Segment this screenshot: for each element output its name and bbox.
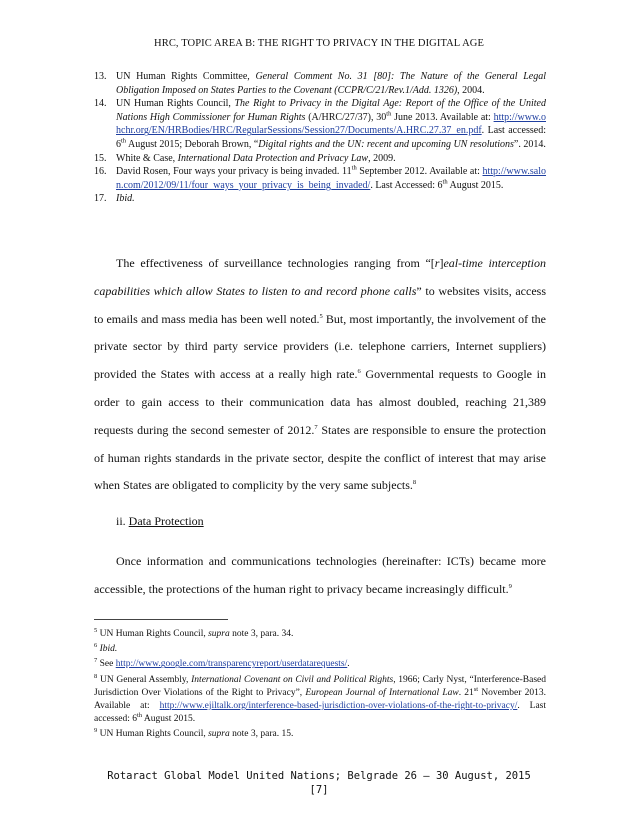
reference-item: 14. UN Human Rights Council, The Right to Privacy in the Digital Age: Report of the Office of the United Nations High Commissioner for Human Rights (A/HRC/27/37), 30th June 2013. Available at: http://www.ohchr.org/EN/HRBodies/HRC/RegularSessions/Session27/Documents/A.HRC.27.37_en.pdf. Last accessed: 6th August 2015; Deborah Brown, “Digital rights and the UN: recent and upcoming UN resolutions”. 2014. — [94, 98, 547, 150]
footnote-divider — [94, 619, 228, 620]
reference-list — [94, 70, 546, 206]
footnote: $^9$ UN Human Rights Council, supra note 3, para. 15. — [94, 727, 294, 740]
section-heading — [116, 514, 204, 529]
footnote: $^8$ UN General Assembly, International Covenant on Civil and Political Rights, 1966; Carly Nyst, “Interference-Based Jurisdiction Over Violations of the Right to Privacy”, European Journal of International Law. 21st November 2013. Available at: http://www.ejiltalk.org/interference-based-jurisdiction-over-violations-of-the-right-to-privacy/. Last accessed: 6th August 2015. — [94, 672, 547, 725]
footnote-link[interactable]: http://www.google.com/transparencyreport/userdatarequests/ — [115, 659, 348, 670]
reference-number: 15. — [94, 152, 107, 164]
reference-number: 13. — [94, 71, 107, 82]
reference-number: 16. — [94, 166, 107, 178]
footnote: $^5$ UN Human Rights Council, supra note 3, para. 34. — [94, 626, 294, 639]
footnote-ref[interactable]: 8 — [412, 479, 417, 487]
section-number: ii. — [116, 514, 126, 528]
body-paragraph-surveillance: The effectiveness of surveillance technologies ranging from “[r]eal-time interception capabilities which allow States to listen to and record phone calls” to websites visits, access to emails and mass media has been well noted.$^5$ But, most importantly, the involvement of the private sector by third party service providers (i.e. telephone carriers, Internet suppliers) provided the States with access at a really high rate.$^6$ Governmental requests to Google in order to gain access to their communication data has almost doubled, reaching 21,389 requests during the second semester of 2012.$^7$ States are responsible to ensure the protection of human rights standards in the private sector, despite the conflict of interest that may arise when States are obligated to complicity by the very same subjects.$^8$ — [94, 256, 546, 493]
reference-link[interactable]: http://www.ohchr.org/EN/HRBodies/HRC/RegularSessions/Session27/Documents/A.HRC.27.37_en.pdf — [116, 111, 547, 137]
reference-item: 17. Ibid. — [94, 193, 135, 205]
footnote-ref[interactable]: 5 — [319, 312, 323, 320]
footnote: $^6$ Ibid. — [94, 642, 118, 655]
reference-link[interactable]: http://www.salon.com/2012/09/11/four_ways_your_privacy_is_being_invaded/ — [116, 166, 547, 191]
page-footer — [0, 769, 638, 797]
footnote-ref[interactable]: 6 — [357, 368, 361, 376]
reference-number: 17. — [94, 193, 107, 205]
section-title: Data Protection — [128, 514, 204, 528]
body-paragraph-data-protection: Once information and communications technologies (hereinafter: ICTs) became more accessible, the protections of the human right to privacy became increasingly difficult.$^9$ — [94, 554, 546, 596]
footnotes — [94, 628, 546, 744]
footnote-ref[interactable]: 9 — [508, 582, 512, 590]
reference-number: 14. — [94, 98, 107, 110]
footnote-ref[interactable]: 7 — [314, 423, 318, 431]
reference-item: 15. White & Case, International Data Protection and Privacy Law, 2009. — [94, 152, 396, 164]
page-number: [7] — [309, 784, 329, 796]
running-header: HRC, TOPIC AREA B: THE RIGHT TO PRIVACY IN THE DIGITAL AGE — [154, 38, 484, 49]
footnote-link[interactable]: http://www.ejiltalk.org/interference-based-jurisdiction-over-violations-of-the-right-to-privacy/ — [159, 701, 518, 712]
footer-conference: Rotaract Global Model United Nations; Belgrade 26 – 30 August, 2015 — [107, 770, 531, 782]
footnote: $^7$ See http://www.google.com/transparencyreport/userdatarequests/. — [94, 657, 350, 670]
reference-item: 13. UN Human Rights Committee, General Comment No. 31 [80]: The Nature of the General Legal Obligation Imposed on States Parties to the Covenant (CCPR/C/21/Rev.1/Add. 1326), 2004. — [94, 71, 546, 96]
reference-item: 16. David Rosen, Four ways your privacy is being invaded. 11th September 2012. Available at: http://www.salon.com/2012/09/11/four_ways_your_privacy_is_being_invaded/. Last Accessed: 6th August 2015. — [94, 164, 547, 191]
